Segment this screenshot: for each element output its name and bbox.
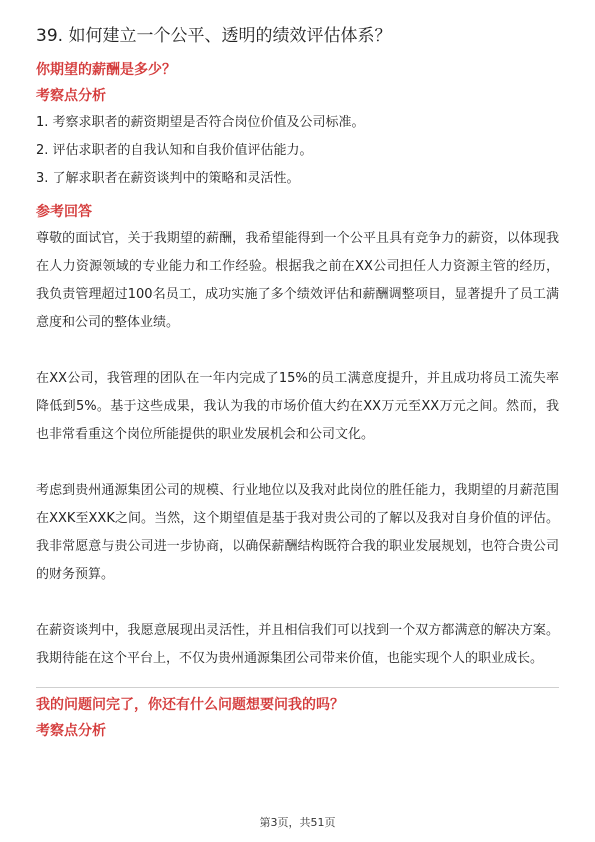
analysis-list (36, 109, 559, 193)
answer-paragraph: 在XX公司，我管理的团队在一年内完成了15%的员工满意度提升，并且成功将员工流失率降低到5%。基于这些成果，我认为我的市场价值大约在XX万元至XX万元之间。然而，我也非常看重这个岗位所能提供的职业发展机会和公司文化。 (36, 371, 559, 442)
question-title: 我的问题问完了，你还有什么问题想要问我的吗？ (36, 697, 344, 713)
divider (36, 687, 559, 688)
list-item: 2. 评估求职者的自我认知和自我价值评估能力。 (36, 143, 313, 158)
list-item: 3. 了解求职者在薪资谈判中的策略和灵活性。 (36, 171, 300, 186)
analysis-heading: 考察点分析 (36, 88, 106, 104)
analysis-heading: 考察点分析 (36, 723, 106, 739)
answer-paragraph: 考虑到贵州通源集团公司的规模、行业地位以及我对此岗位的胜任能力，我期望的月薪范围在XXK至XXK之间。当然，这个期望值是基于我对贵公司的了解以及我对自身价值的评估。我非常愿意与贵公司进一步协商，以确保薪酬结构既符合我的职业发展规划，也符合贵公司的财务预算。 (36, 483, 559, 582)
answer-paragraph: 尊敬的面试官，关于我期望的薪酬，我希望能得到一个公平且具有竞争力的薪资，以体现我在人力资源领域的专业能力和工作经验。根据我之前在XX公司担任人力资源主管的经历，我负责管理超过100名员工，成功实施了多个绩效评估和薪酬调整项目，显著提升了员工满意度和公司的整体业绩。 (36, 231, 559, 330)
list-item: 1. 考察求职者的薪资期望是否符合岗位价值及公司标准。 (36, 115, 365, 130)
answer-paragraph: 在薪资谈判中，我愿意展现出灵活性，并且相信我们可以找到一个双方都满意的解决方案。我期待能在这个平台上，不仅为贵州通源集团公司带来价值，也能实现个人的职业成长。 (36, 623, 559, 666)
section-title: 39. 如何建立一个公平、透明的绩效评估体系？ (36, 26, 392, 46)
page-number: 第3页，共51页 (259, 816, 336, 829)
answer-heading: 参考回答 (36, 204, 92, 220)
question-title: 你期望的薪酬是多少？ (36, 62, 176, 78)
